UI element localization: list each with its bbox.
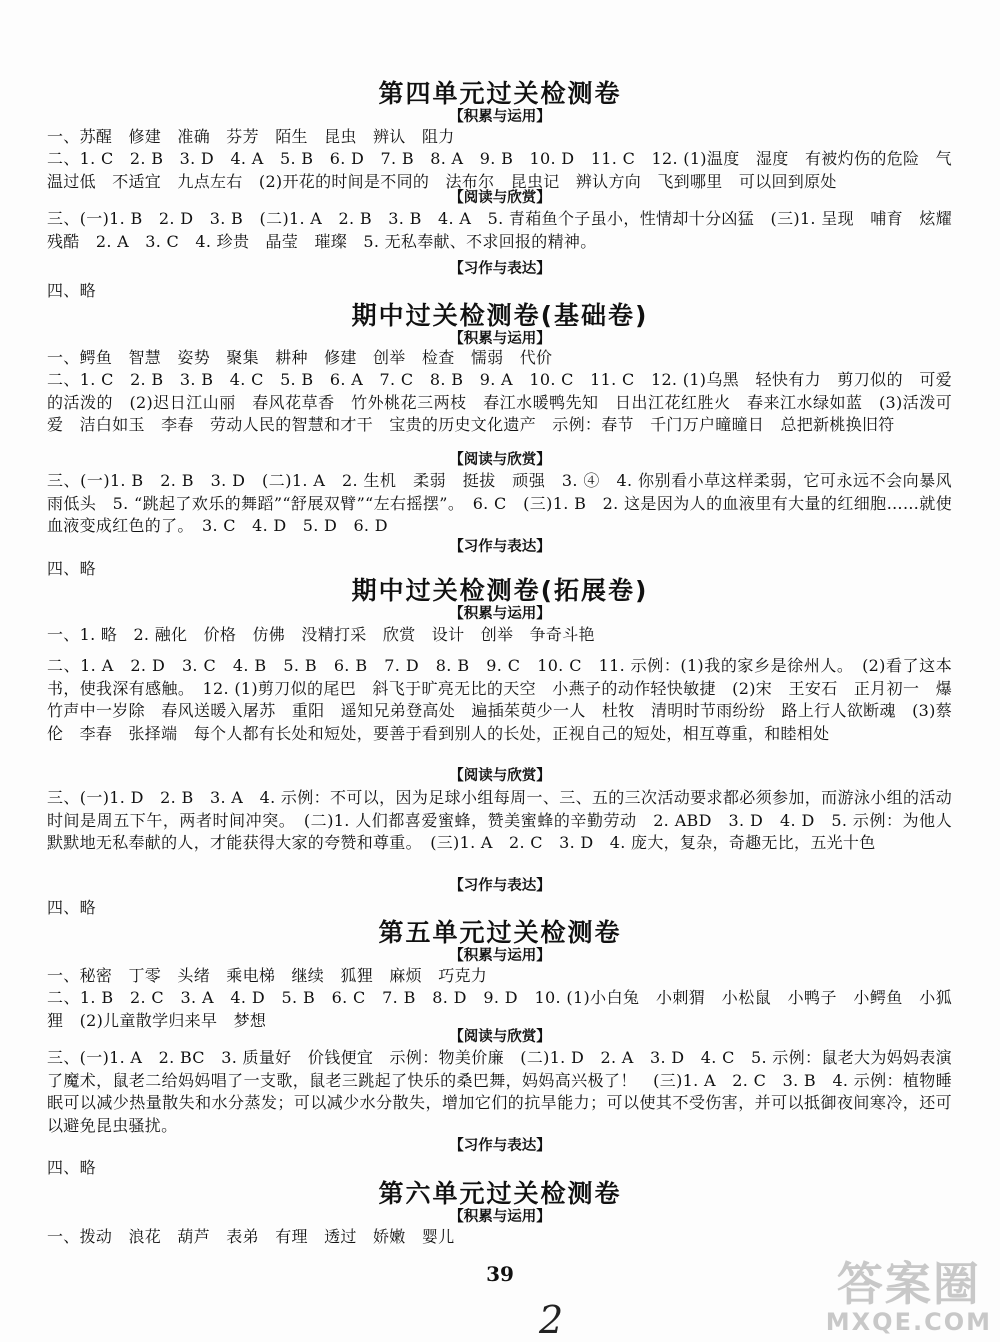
answer-line: 二、1. C 2. B 3. D 4. A 5. B 6. D 7. B 8. A 9. B 10. D 11. C 12. (1)温度 湿度 有被灼伤的危险 气温过低 不适宜 九点左右 (2)开花的时间是不同的 法布尔 昆虫记 辨认方向 飞到哪里 可以回到原处 [47, 149, 952, 191]
page-number: 39 [486, 1262, 514, 1286]
part-heading: 【积累与运用】 [449, 606, 551, 622]
section-title-unit5: 第五单元过关检测卷 [378, 918, 622, 947]
answer-line: 一、1. 略 2. 融化 价格 仿佛 没精打采 欣赏 设计 创举 争奇斗艳 [47, 625, 595, 644]
answer-line: 四、略 [47, 281, 96, 300]
answer-line: 一、拨动 浪花 葫芦 表弟 有理 透过 娇嫩 婴儿 [47, 1227, 455, 1246]
answer-line: 一、鳄鱼 智慧 姿势 聚集 耕种 修建 创举 检查 懦弱 代价 [47, 348, 553, 367]
part-heading: 【积累与运用】 [449, 109, 551, 125]
answer-line: 三、(一)1. B 2. D 3. B (二)1. A 2. B 3. B 4. A 5. 青葙鱼个子虽小，性情却十分凶猛 (三)1. 呈现 哺育 炫耀 残酷 2. A 3. C 4. 珍贵 晶莹 璀璨 5. 无私奉献、不求回报的精神。 [47, 209, 969, 251]
part-heading: 【阅读与欣赏】 [449, 1029, 551, 1045]
answer-line: 一、秘密 丁零 头绪 乘电梯 继续 狐狸 麻烦 巧克力 [47, 966, 488, 985]
section-title-midterm-basic: 期中过关检测卷(基础卷) [351, 301, 649, 330]
part-heading: 【习作与表达】 [449, 878, 551, 894]
answer-line: 一、苏醒 修建 准确 芬芳 陌生 昆虫 辨认 阻力 [47, 127, 455, 146]
section-title-unit6: 第六单元过关检测卷 [378, 1179, 622, 1208]
part-heading: 【阅读与欣赏】 [449, 768, 551, 784]
part-heading: 【阅读与欣赏】 [449, 190, 551, 206]
part-heading: 【积累与运用】 [449, 331, 551, 347]
answer-line: 二、1. C 2. B 3. B 4. C 5. B 6. A 7. C 8. B 9. A 10. C 11. C 12. (1)乌黑 轻快有力 剪刀似的 可爱的活泼的 (2)迟日江山丽 春风花草香 竹外桃花三两枝 春江水暖鸭先知 日出江花红胜火 春来江水绿如蓝 (3)活泼可爱 洁白如玉 李春 劳动人民的智慧和才干 宝贵的历史文化遗产 示例：春节 千门万户曈曈日 总把新桃换旧符 [47, 370, 952, 435]
answer-line: 三、(一)1. D 2. B 3. A 4. 示例：不可以，因为足球小组每周一、三、五的三次活动要求都必须参加，而游泳小组的活动时间是周五下午，两者时间冲突。 (二)1. 人们都喜爱蜜蜂，赞美蜜蜂的辛勤劳动 2. ABD 3. D 4. D 5. 示例：为他人默默地无私奉献的人，才能获得大家的夸赞和尊重。 (三)1. A 2. C 3. D 4. 庞大，复杂，奇趣无比，五光十色 [47, 788, 952, 853]
section-title-unit4: 第四单元过关检测卷 [378, 79, 622, 108]
watermark-logo [826, 1259, 992, 1335]
watermark-text-cn: 答案圈 [836, 1257, 981, 1311]
answer-line: 四、略 [47, 559, 96, 578]
part-heading: 【积累与运用】 [449, 948, 551, 964]
answer-line: 四、略 [47, 1158, 96, 1177]
part-heading: 【习作与表达】 [449, 539, 551, 555]
part-heading: 【积累与运用】 [449, 1209, 551, 1225]
part-heading: 【习作与表达】 [449, 1138, 551, 1154]
watermark-text-en: MXQE.COM [825, 1308, 992, 1336]
part-heading: 【阅读与欣赏】 [449, 452, 551, 468]
answer-line: 三、(一)1. B 2. B 3. D (二)1. A 2. 生机 柔弱 挺拔 顽强 3. ④ 4. 你别看小草这样柔弱，它可永远不会向暴风雨低头 5. “跳起了欢乐的舞蹈”“舒展双臂”“左右摇摆”。 6. C (三)1. B 2. 这是因为人的血液里有大量的红细胞……就使血液变成红色的了。 3. C 4. D 5. D 6. D [47, 471, 952, 536]
answer-line: 二、1. B 2. C 3. A 4. D 5. B 6. C 7. B 8. D 9. D 10. (1)小白兔 小刺猬 小松鼠 小鸭子 小鳄鱼 小狐狸 (2)儿童散学归来早 梦想 [47, 988, 952, 1030]
handwritten-mark: 2 [539, 1298, 564, 1342]
answer-line: 二、1. A 2. D 3. C 4. B 5. B 6. B 7. D 8. B 9. C 10. C 11. 示例：(1)我的家乡是徐州人。 (2)看了这本书，使我深有感触。 12. (1)剪刀似的尾巴 斜飞于旷亮无比的天空 小燕子的动作轻快敏捷 (2)宋 王安石 正月初一 爆竹声中一岁除 春风送暖入屠苏 重阳 遥知兄弟登高处 遍插茱萸少一人 杜牧 清明时节雨纷纷 路上行人欲断魂 (3)蔡伦 李春 张择端 每个人都有长处和短处，要善于看到别人的长处，正视自己的短处，相互尊重，和睦相处 [47, 656, 952, 744]
answer-line: 三、(一)1. A 2. BC 3. 质量好 价钱便宜 示例：物美价廉 (二)1. D 2. A 3. D 4. C 5. 示例：鼠老大为妈妈表演了魔术，鼠老二给妈妈唱了一支歌，鼠老三跳起了快乐的桑巴舞，妈妈高兴极了！ (三)1. A 2. C 3. B 4. 示例：植物睡眠可以减少热量散失和水分蒸发；可以减少水分散失，增加它们的抗旱能力；可以使其不受伤害，并可以抵御夜间寒冷，还可以避免昆虫骚扰。 [47, 1048, 952, 1136]
part-heading: 【习作与表达】 [449, 261, 551, 277]
section-title-midterm-extended: 期中过关检测卷(拓展卷) [351, 576, 649, 605]
answer-line: 四、略 [47, 898, 96, 917]
